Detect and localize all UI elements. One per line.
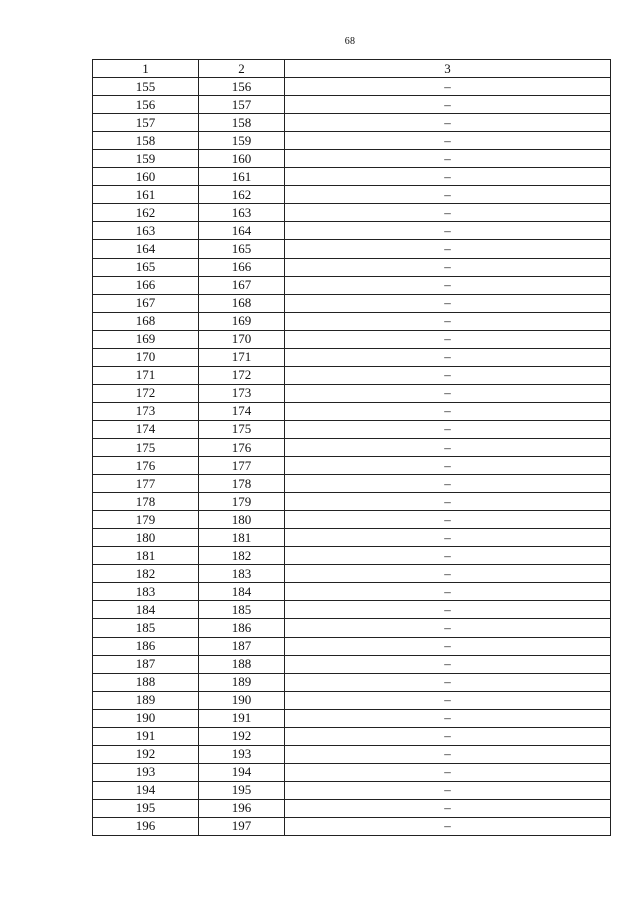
table-cell-col-1: 156 bbox=[93, 96, 199, 114]
table-row bbox=[93, 294, 611, 312]
table-cell-col-1: 162 bbox=[93, 204, 199, 222]
table-cell-col-3: – bbox=[285, 655, 611, 673]
table-cell-col-3: – bbox=[285, 186, 611, 204]
table-row bbox=[93, 817, 611, 835]
table-row bbox=[93, 96, 611, 114]
table-cell-col-2: 197 bbox=[199, 817, 285, 835]
table-cell-col-2: 157 bbox=[199, 96, 285, 114]
table-cell-col-3: – bbox=[285, 601, 611, 619]
table-row bbox=[93, 222, 611, 240]
table-row bbox=[93, 150, 611, 168]
table-cell-col-1: 176 bbox=[93, 457, 199, 475]
table-cell-col-1: 187 bbox=[93, 655, 199, 673]
table-cell-col-3: – bbox=[285, 78, 611, 96]
table-cell-col-1: 192 bbox=[93, 745, 199, 763]
table-cell-col-3: – bbox=[285, 222, 611, 240]
table-cell-col-3: – bbox=[285, 493, 611, 511]
table-row bbox=[93, 204, 611, 222]
table-row bbox=[93, 727, 611, 745]
table-cell-col-3: – bbox=[285, 763, 611, 781]
table-cell-col-2: 175 bbox=[199, 420, 285, 438]
table-cell-col-1: 171 bbox=[93, 366, 199, 384]
table-cell-col-3: – bbox=[285, 511, 611, 529]
table-cell-col-3: – bbox=[285, 258, 611, 276]
table-cell-col-2: 195 bbox=[199, 781, 285, 799]
table-row bbox=[93, 457, 611, 475]
table-cell-col-1: 158 bbox=[93, 132, 199, 150]
table-cell-col-3: – bbox=[285, 384, 611, 402]
table-cell-col-2: 196 bbox=[199, 799, 285, 817]
table-cell-col-3: – bbox=[285, 420, 611, 438]
table-row bbox=[93, 330, 611, 348]
table-cell-col-3: – bbox=[285, 348, 611, 366]
table-row bbox=[93, 78, 611, 96]
table-cell-col-2: 177 bbox=[199, 457, 285, 475]
table-cell-col-1: 160 bbox=[93, 168, 199, 186]
table-cell-col-2: 190 bbox=[199, 691, 285, 709]
table-cell-col-2: 176 bbox=[199, 438, 285, 456]
table-row bbox=[93, 709, 611, 727]
table-cell-col-1: 195 bbox=[93, 799, 199, 817]
table-header bbox=[93, 60, 611, 78]
table-row bbox=[93, 366, 611, 384]
table-cell-col-3: – bbox=[285, 709, 611, 727]
table-row bbox=[93, 529, 611, 547]
table-cell-col-2: 181 bbox=[199, 529, 285, 547]
table-cell-col-2: 167 bbox=[199, 276, 285, 294]
table-cell-col-3: – bbox=[285, 96, 611, 114]
table-cell-col-2: 164 bbox=[199, 222, 285, 240]
table-cell-col-2: 156 bbox=[199, 78, 285, 96]
table-cell-col-3: – bbox=[285, 583, 611, 601]
table-cell-col-1: 168 bbox=[93, 312, 199, 330]
table-cell-col-3: – bbox=[285, 529, 611, 547]
table-cell-col-1: 179 bbox=[93, 511, 199, 529]
table-row bbox=[93, 258, 611, 276]
table-cell-col-1: 157 bbox=[93, 114, 199, 132]
table-cell-col-1: 178 bbox=[93, 493, 199, 511]
table-cell-col-2: 184 bbox=[199, 583, 285, 601]
table-cell-col-2: 162 bbox=[199, 186, 285, 204]
table-cell-col-1: 177 bbox=[93, 475, 199, 493]
header-row bbox=[93, 60, 611, 78]
table-row bbox=[93, 781, 611, 799]
table-cell-col-1: 173 bbox=[93, 402, 199, 420]
table-cell-col-1: 159 bbox=[93, 150, 199, 168]
table-cell-col-2: 160 bbox=[199, 150, 285, 168]
table-row bbox=[93, 168, 611, 186]
table-cell-col-2: 182 bbox=[199, 547, 285, 565]
table-row bbox=[93, 601, 611, 619]
table-cell-col-2: 192 bbox=[199, 727, 285, 745]
table-cell-col-1: 181 bbox=[93, 547, 199, 565]
table-cell-col-2: 165 bbox=[199, 240, 285, 258]
table-cell-col-3: – bbox=[285, 565, 611, 583]
table-cell-col-3: – bbox=[285, 312, 611, 330]
table-row bbox=[93, 186, 611, 204]
table-cell-col-2: 185 bbox=[199, 601, 285, 619]
table-row bbox=[93, 132, 611, 150]
table-cell-col-3: – bbox=[285, 457, 611, 475]
table-cell-col-1: 172 bbox=[93, 384, 199, 402]
table-cell-col-2: 163 bbox=[199, 204, 285, 222]
table-cell-col-2: 172 bbox=[199, 366, 285, 384]
table-cell-col-1: 190 bbox=[93, 709, 199, 727]
table-cell-col-3: – bbox=[285, 330, 611, 348]
table-cell-col-3: – bbox=[285, 114, 611, 132]
table-cell-col-2: 171 bbox=[199, 348, 285, 366]
table-cell-col-2: 179 bbox=[199, 493, 285, 511]
table-cell-col-1: 196 bbox=[93, 817, 199, 835]
table-cell-col-3: – bbox=[285, 276, 611, 294]
table-cell-col-2: 187 bbox=[199, 637, 285, 655]
table-row bbox=[93, 673, 611, 691]
table-cell-col-1: 163 bbox=[93, 222, 199, 240]
table-body bbox=[93, 78, 611, 836]
table-cell-col-1: 164 bbox=[93, 240, 199, 258]
table-cell-col-3: – bbox=[285, 547, 611, 565]
table-cell-col-1: 174 bbox=[93, 420, 199, 438]
table-cell-col-2: 166 bbox=[199, 258, 285, 276]
page-number: 68 bbox=[344, 36, 356, 47]
column-header-1: 1 bbox=[93, 60, 199, 78]
table-row bbox=[93, 637, 611, 655]
table-cell-col-1: 170 bbox=[93, 348, 199, 366]
table-cell-col-2: 183 bbox=[199, 565, 285, 583]
table-cell-col-3: – bbox=[285, 817, 611, 835]
table-row bbox=[93, 438, 611, 456]
table-cell-col-2: 178 bbox=[199, 475, 285, 493]
table-cell-col-1: 161 bbox=[93, 186, 199, 204]
table-row bbox=[93, 493, 611, 511]
table-row bbox=[93, 348, 611, 366]
table-cell-col-3: – bbox=[285, 438, 611, 456]
table-cell-col-3: – bbox=[285, 637, 611, 655]
table-cell-col-2: 174 bbox=[199, 402, 285, 420]
table-cell-col-3: – bbox=[285, 366, 611, 384]
table-cell-col-3: – bbox=[285, 673, 611, 691]
table-row bbox=[93, 240, 611, 258]
table-cell-col-1: 169 bbox=[93, 330, 199, 348]
table-cell-col-1: 167 bbox=[93, 294, 199, 312]
table-cell-col-1: 191 bbox=[93, 727, 199, 745]
table-cell-col-3: – bbox=[285, 781, 611, 799]
table-row bbox=[93, 583, 611, 601]
table-cell-col-1: 180 bbox=[93, 529, 199, 547]
table-cell-col-3: – bbox=[285, 150, 611, 168]
table-row bbox=[93, 402, 611, 420]
table-row bbox=[93, 384, 611, 402]
table-cell-col-2: 170 bbox=[199, 330, 285, 348]
table-cell-col-2: 194 bbox=[199, 763, 285, 781]
table-cell-col-3: – bbox=[285, 402, 611, 420]
table-cell-col-3: – bbox=[285, 727, 611, 745]
table-cell-col-3: – bbox=[285, 619, 611, 637]
table-cell-col-2: 188 bbox=[199, 655, 285, 673]
table-row bbox=[93, 565, 611, 583]
table-cell-col-1: 193 bbox=[93, 763, 199, 781]
table-cell-col-2: 186 bbox=[199, 619, 285, 637]
table-row bbox=[93, 763, 611, 781]
table-cell-col-1: 185 bbox=[93, 619, 199, 637]
table-cell-col-1: 184 bbox=[93, 601, 199, 619]
table-cell-col-1: 165 bbox=[93, 258, 199, 276]
table-cell-col-2: 173 bbox=[199, 384, 285, 402]
data-table bbox=[92, 59, 611, 836]
table-cell-col-2: 158 bbox=[199, 114, 285, 132]
table-row bbox=[93, 511, 611, 529]
table-cell-col-1: 166 bbox=[93, 276, 199, 294]
table-cell-col-1: 186 bbox=[93, 637, 199, 655]
table-row bbox=[93, 475, 611, 493]
table-cell-col-3: – bbox=[285, 294, 611, 312]
table-cell-col-2: 161 bbox=[199, 168, 285, 186]
table-cell-col-1: 175 bbox=[93, 438, 199, 456]
table-cell-col-2: 193 bbox=[199, 745, 285, 763]
table-cell-col-1: 189 bbox=[93, 691, 199, 709]
table-cell-col-3: – bbox=[285, 132, 611, 150]
table-row bbox=[93, 619, 611, 637]
table-cell-col-3: – bbox=[285, 240, 611, 258]
table-row bbox=[93, 691, 611, 709]
table-cell-col-3: – bbox=[285, 799, 611, 817]
table-cell-col-3: – bbox=[285, 168, 611, 186]
table-cell-col-2: 191 bbox=[199, 709, 285, 727]
table-row bbox=[93, 799, 611, 817]
table-cell-col-3: – bbox=[285, 745, 611, 763]
table-cell-col-3: – bbox=[285, 204, 611, 222]
table-cell-col-1: 155 bbox=[93, 78, 199, 96]
table-cell-col-2: 169 bbox=[199, 312, 285, 330]
table-row bbox=[93, 547, 611, 565]
table-cell-col-1: 183 bbox=[93, 583, 199, 601]
table-row bbox=[93, 745, 611, 763]
column-header-2: 2 bbox=[199, 60, 285, 78]
table-cell-col-2: 189 bbox=[199, 673, 285, 691]
table-cell-col-1: 188 bbox=[93, 673, 199, 691]
table-cell-col-2: 159 bbox=[199, 132, 285, 150]
table-cell-col-3: – bbox=[285, 691, 611, 709]
table-row bbox=[93, 114, 611, 132]
table-cell-col-3: – bbox=[285, 475, 611, 493]
table-row bbox=[93, 655, 611, 673]
table-cell-col-2: 180 bbox=[199, 511, 285, 529]
table-cell-col-1: 182 bbox=[93, 565, 199, 583]
table-cell-col-1: 194 bbox=[93, 781, 199, 799]
table-row bbox=[93, 276, 611, 294]
table-row bbox=[93, 312, 611, 330]
table-row bbox=[93, 420, 611, 438]
column-header-3: 3 bbox=[285, 60, 611, 78]
table-cell-col-2: 168 bbox=[199, 294, 285, 312]
